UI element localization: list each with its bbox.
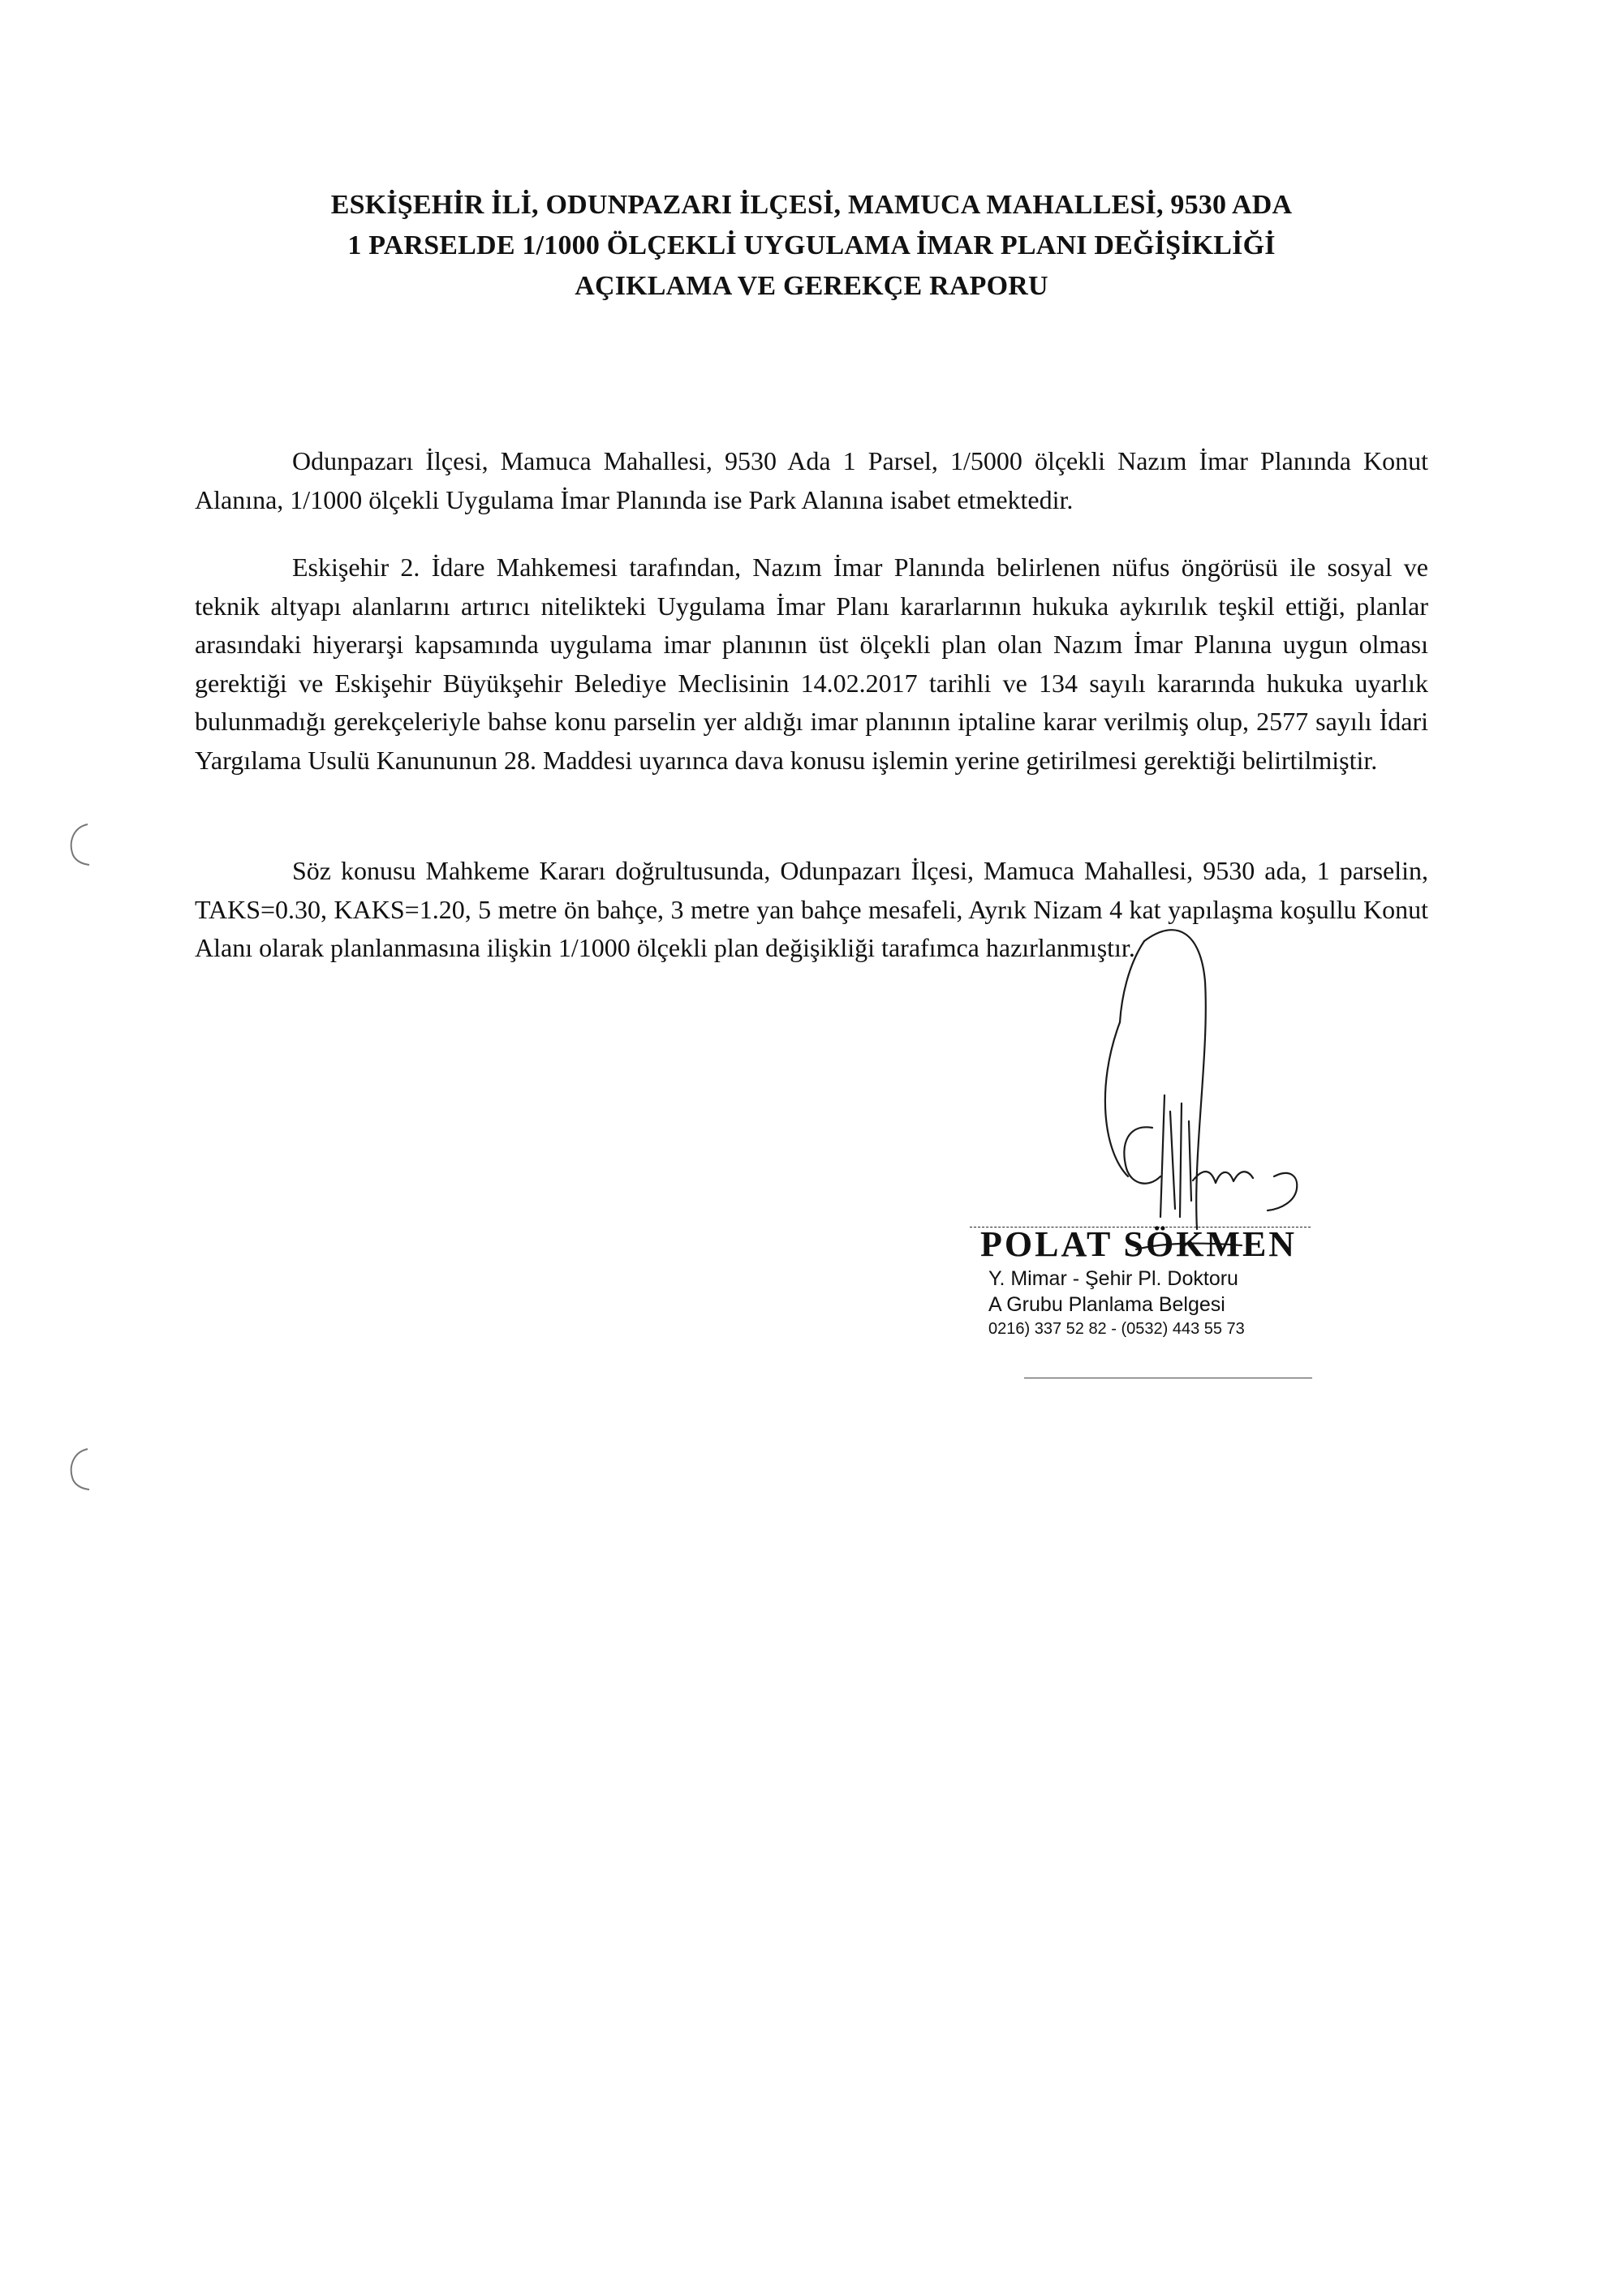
handwritten-signature [1031, 909, 1371, 1258]
stamp-title: Y. Mimar - Şehir Pl. Doktoru [988, 1267, 1238, 1290]
title-line-3: AÇIKLAMA VE GEREKÇE RAPORU [575, 271, 1048, 301]
stamp-phone: 0216) 337 52 82 - (0532) 443 55 73 [988, 1320, 1245, 1338]
document-title [243, 185, 1380, 307]
stamp-certificate: A Grubu Planlama Belgesi [988, 1293, 1225, 1316]
binder-hole-mark-1 [63, 819, 96, 868]
paragraph-2: Eskişehir 2. İdare Mahkemesi tarafından, Nazım İmar Planında belirlenen nüfus öngörüsü ile sosyal ve teknik altyapı alanlarını artırıcı nitelikteki Uygulama İmar Planı kararlarının hukuka aykırılık teşkil ettiği, planlar arasındaki hiyerarşi kapsamında uygulama imar planının üst ölçekli plan olan Nazım İmar Planına uygun olması gerektiği ve Eskişehir Büyükşehir Belediye Meclisinin 14.02.2017 tarihli ve 134 sayılı kararında hukuka uyarlık bulunmadığı gerekçeleriyle bahse konu parselin yer aldığı imar planının iptaline karar verilmiş olup, 2577 sayılı İdari Yargılama Usulü Kanununun 28. Maddesi uyarınca dava konusu işlemin yerine getirilmesi gerektiği belirtilmiştir. [195, 553, 1428, 775]
stamp-name: POLAT SÖKMEN [980, 1224, 1298, 1264]
title-line-1: ESKİŞEHİR İLİ, ODUNPAZARI İLÇESİ, MAMUCA MAHALLESİ, 9530 ADA [330, 190, 1293, 220]
title-line-2: 1 PARSELDE 1/1000 ÖLÇEKLİ UYGULAMA İMAR PLANI DEĞİŞİKLİĞİ [347, 230, 1276, 260]
paragraph-1: Odunpazarı İlçesi, Mamuca Mahallesi, 9530 Ada 1 Parsel, 1/5000 ölçekli Nazım İmar Planında Konut Alanına, 1/1000 ölçekli Uygulama İmar Planında ise Park Alanına isabet etmektedir. [195, 446, 1428, 514]
binder-hole-mark-2 [63, 1444, 96, 1493]
paragraph-3: Söz konusu Mahkeme Kararı doğrultusunda, Odunpazarı İlçesi, Mamuca Mahallesi, 9530 ada, 1 parselin, TAKS=0.30, KAKS=1.20, 5 metre ön bahçe, 3 metre yan bahçe mesafeli, Ayrık Nizam 4 kat yapılaşma koşullu Konut Alanı olarak planlanmasına ilişkin 1/1000 ölçekli plan değişikliği tarafımca hazırlanmıştır. [195, 856, 1428, 962]
professional-stamp [977, 1223, 1318, 1340]
